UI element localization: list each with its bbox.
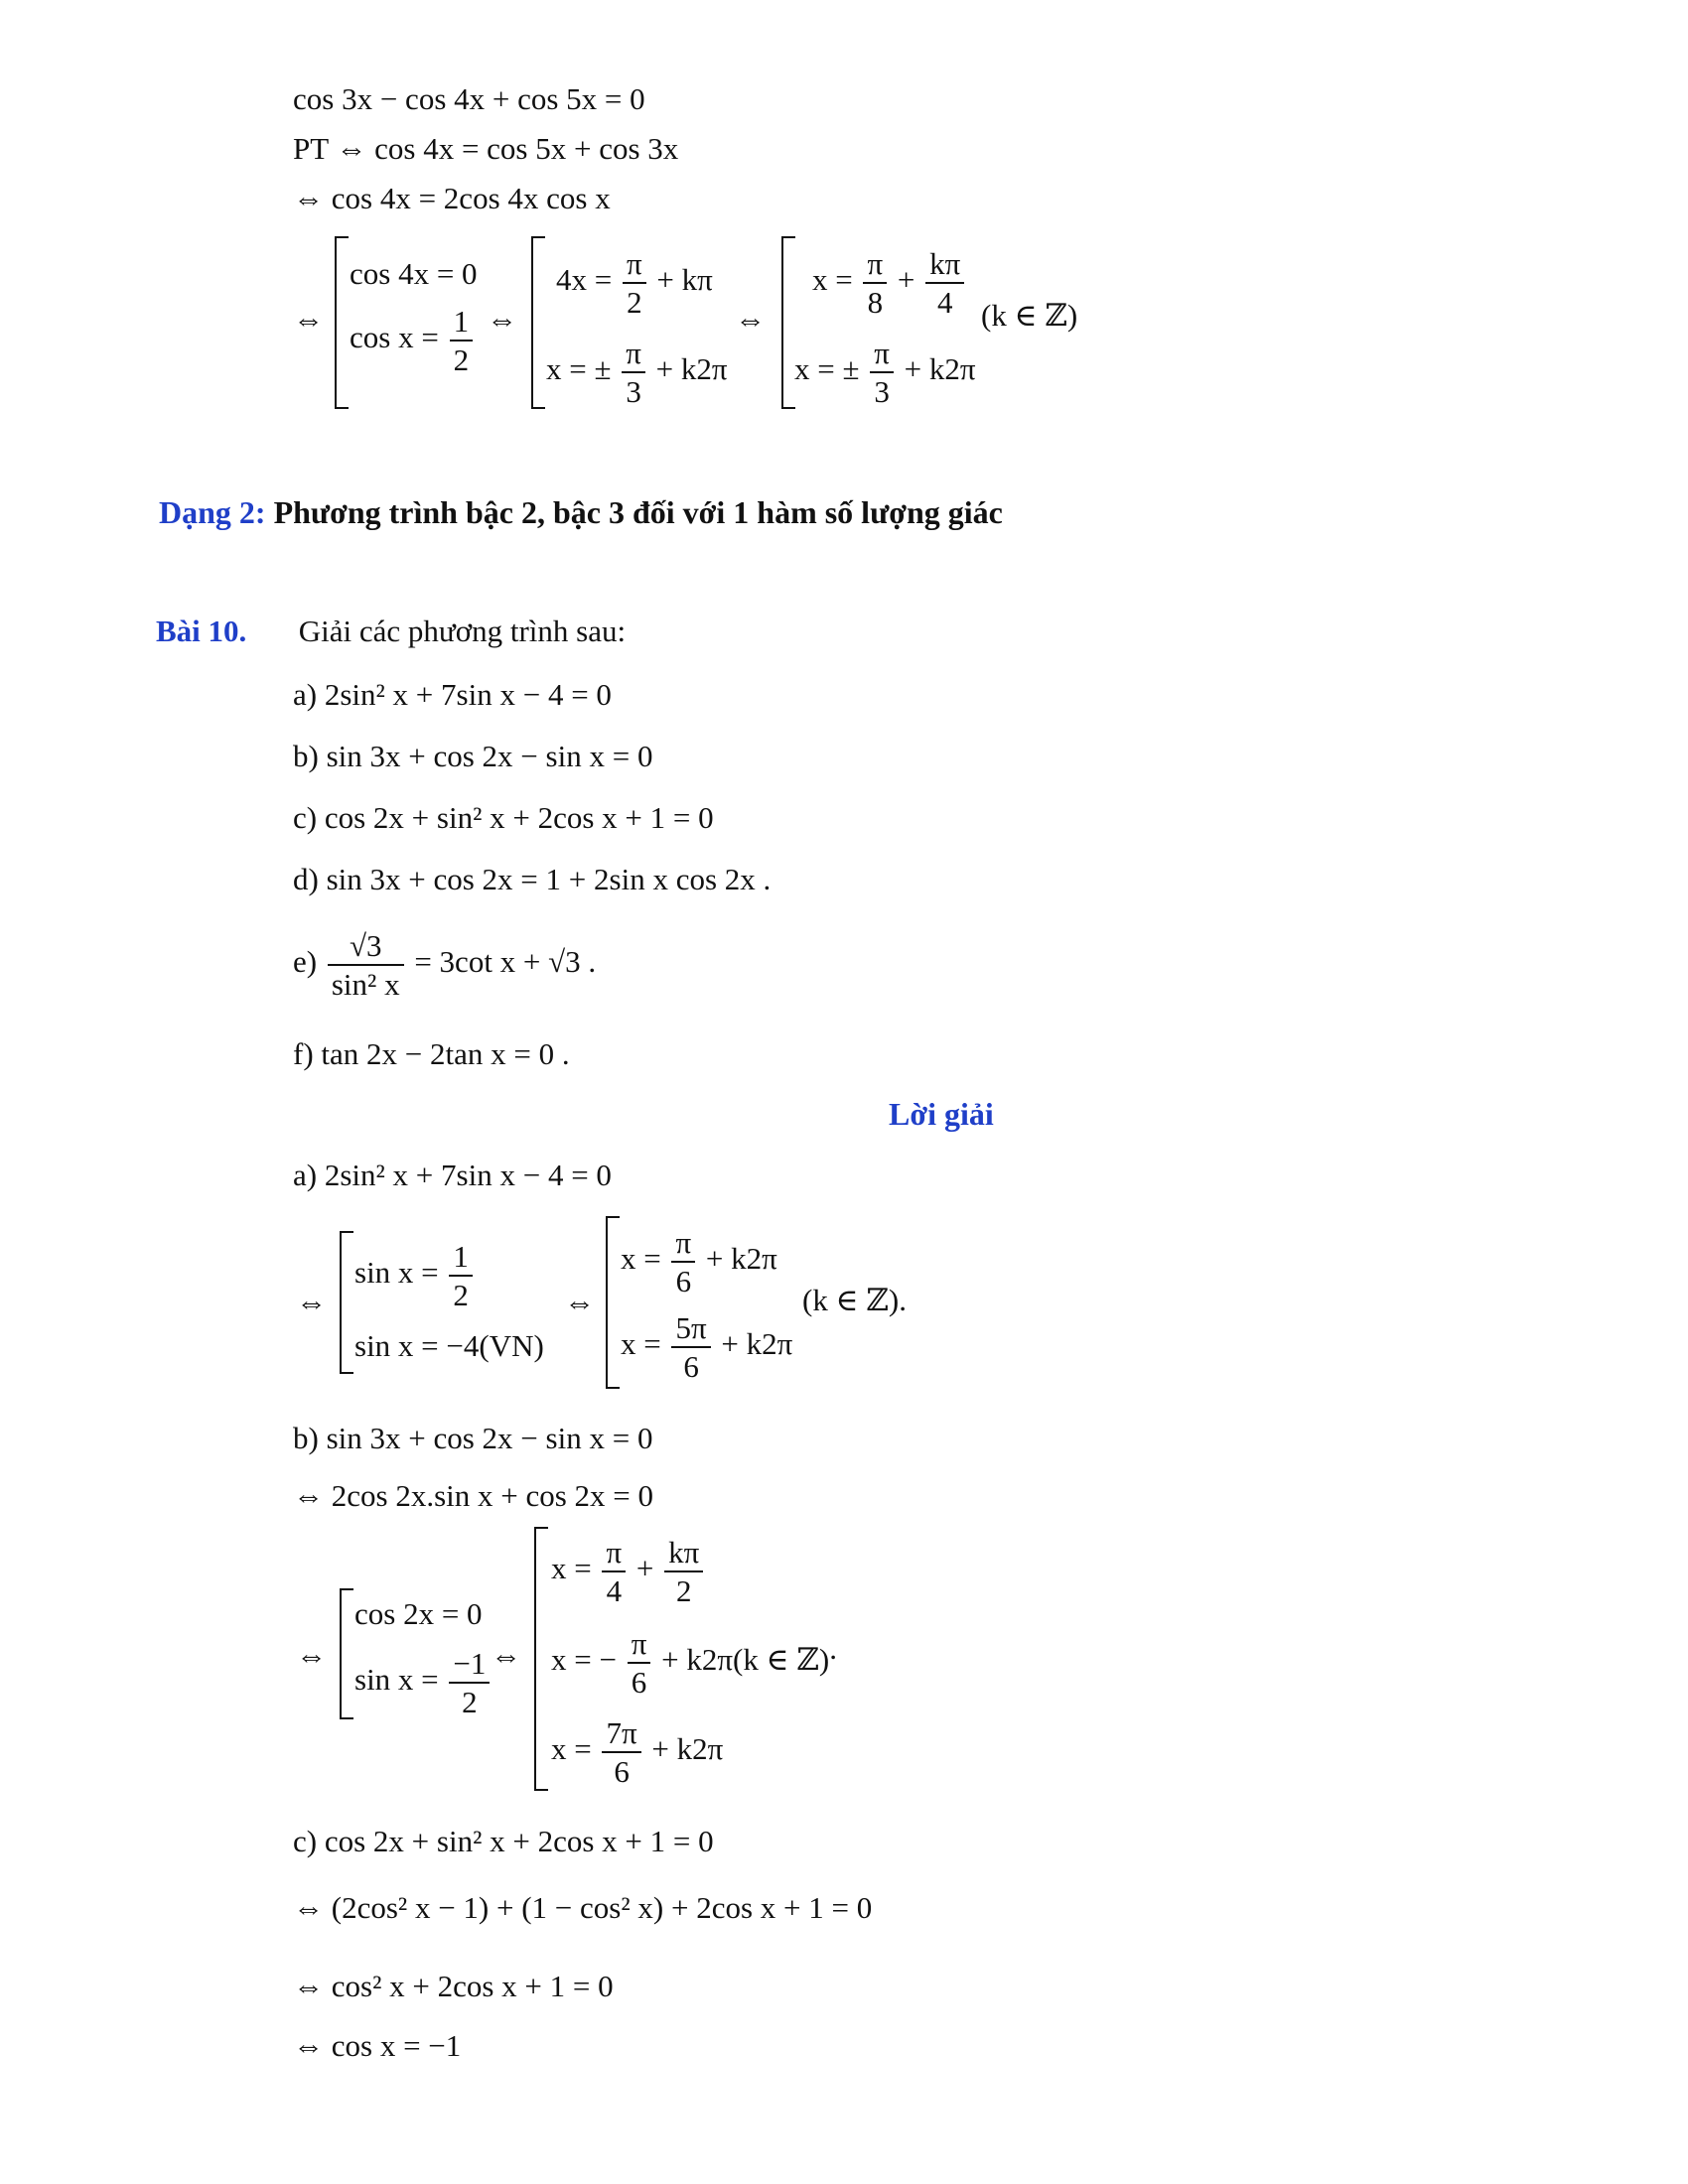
denominator: 6 bbox=[683, 1349, 699, 1384]
item-f: f) tan 2x − 2tan x = 0 . bbox=[293, 1036, 570, 1071]
denominator: 4 bbox=[936, 285, 953, 320]
bracket-a2 bbox=[606, 1216, 620, 1389]
sol-b-s2-rhs: + k2π(k ∈ ℤ) bbox=[661, 1642, 830, 1678]
b3-row1 bbox=[812, 248, 967, 318]
sol-a-s1-rhs: + k2π bbox=[705, 1241, 777, 1277]
section-heading bbox=[159, 496, 1003, 528]
fraction bbox=[449, 1241, 473, 1310]
numerator: π bbox=[622, 338, 645, 373]
bracket-a1 bbox=[340, 1231, 353, 1374]
solution-title: Lời giải bbox=[889, 1096, 994, 1132]
item-d: d) sin 3x + cos 2x = 1 + 2sin x cos 2x . bbox=[293, 862, 772, 896]
bracket-1 bbox=[335, 236, 349, 409]
sol-b-row2 bbox=[354, 1648, 492, 1717]
denominator: 2 bbox=[627, 285, 642, 320]
numerator: −1 bbox=[449, 1648, 490, 1684]
sol-b-s2-lhs: x = − bbox=[551, 1642, 617, 1678]
section-title: Phương trình bậc 2, bậc 3 đối với 1 hàm số lượng giác bbox=[273, 494, 1003, 530]
sol-a-row1-lhs: sin x = bbox=[354, 1255, 439, 1291]
b2-row1 bbox=[556, 248, 713, 318]
b2-row2 bbox=[546, 338, 728, 407]
sol-a-s1 bbox=[621, 1227, 777, 1297]
bracket-2 bbox=[531, 236, 545, 409]
item-e-label: e) bbox=[293, 944, 318, 980]
fraction bbox=[925, 248, 964, 318]
b3-row2-rhs: + k2π bbox=[904, 351, 976, 387]
numerator: 7π bbox=[602, 1717, 640, 1753]
fraction bbox=[622, 338, 645, 407]
section-label: Dạng 2: bbox=[159, 494, 266, 530]
fraction bbox=[863, 248, 887, 318]
numerator: π bbox=[870, 338, 894, 373]
eq-top-1: cos 3x − cos 4x + cos 5x = 0 bbox=[293, 81, 645, 116]
fraction bbox=[870, 338, 894, 407]
plus-sign: + bbox=[635, 1551, 654, 1586]
b2-row2-rhs: + k2π bbox=[655, 351, 728, 387]
b2-row2-lhs: x = ± bbox=[546, 351, 612, 387]
numerator: 1 bbox=[449, 1241, 473, 1277]
denominator: 2 bbox=[675, 1573, 692, 1608]
b2-row1-rhs: + kπ bbox=[656, 262, 713, 298]
sol-a-row2: sin x = −4(VN) bbox=[354, 1328, 544, 1363]
solution-c-step2: ⇔ cos² x + 2cos x + 1 = 0 bbox=[293, 1969, 614, 2003]
b3-row2-lhs: x = ± bbox=[794, 351, 860, 387]
sol-b-s3 bbox=[551, 1717, 723, 1787]
denominator: 6 bbox=[614, 1754, 630, 1789]
sol-b-s2 bbox=[551, 1628, 837, 1698]
fraction bbox=[664, 1537, 703, 1606]
bracket-b2 bbox=[534, 1527, 548, 1791]
sol-b-s2-dot: . bbox=[829, 1630, 837, 1666]
numerator: π bbox=[602, 1537, 626, 1572]
b2-row1-lhs: 4x = bbox=[556, 262, 613, 298]
item-e-rhs: = 3cot x + √3 . bbox=[414, 944, 597, 980]
sol-b-row1: cos 2x = 0 bbox=[354, 1596, 483, 1631]
denominator: 8 bbox=[867, 285, 884, 320]
k-domain: (k ∈ ℤ) bbox=[981, 298, 1078, 333]
denominator: sin² x bbox=[331, 967, 400, 1002]
item-b: b) sin 3x + cos 2x − sin x = 0 bbox=[293, 739, 653, 773]
denominator: 3 bbox=[626, 374, 641, 409]
numerator: 5π bbox=[671, 1312, 710, 1348]
b1-row2 bbox=[350, 306, 476, 375]
fraction bbox=[328, 930, 404, 1000]
denominator: 6 bbox=[631, 1665, 647, 1700]
item-c: c) cos 2x + sin² x + 2cos x + 1 = 0 bbox=[293, 800, 714, 835]
b1-row2-lhs: cos x = bbox=[350, 320, 439, 355]
numerator: kπ bbox=[925, 248, 964, 284]
numerator: π bbox=[628, 1628, 651, 1664]
sol-a-s2-lhs: x = bbox=[621, 1326, 661, 1362]
exercise-header bbox=[156, 615, 626, 646]
plus-sign: + bbox=[897, 262, 915, 298]
b3-row1-lhs: x = bbox=[812, 262, 853, 298]
solution-c-step1: ⇔ (2cos² x − 1) + (1 − cos² x) + 2cos x + 1 = 0 bbox=[293, 1890, 873, 1925]
equiv-arrow: ⇔ bbox=[735, 302, 766, 337]
numerator: √3 bbox=[328, 930, 404, 966]
fraction bbox=[449, 1648, 490, 1717]
denominator: 2 bbox=[453, 342, 470, 377]
fraction bbox=[623, 248, 646, 318]
equiv-arrow: ⇔ bbox=[491, 1638, 521, 1673]
sol-b-row2-lhs: sin x = bbox=[354, 1662, 439, 1698]
denominator: 3 bbox=[874, 374, 890, 409]
sol-a-domain: (k ∈ ℤ). bbox=[802, 1283, 907, 1317]
sol-a-s2 bbox=[621, 1312, 792, 1382]
sol-a-s1-lhs: x = bbox=[621, 1241, 661, 1277]
b3-row2 bbox=[794, 338, 976, 407]
equiv-arrow: ⇔ bbox=[487, 302, 517, 337]
fraction bbox=[671, 1312, 710, 1382]
numerator: 1 bbox=[450, 306, 474, 341]
fraction bbox=[450, 306, 474, 375]
eq-top-2: PT ⇔ cos 4x = cos 5x + cos 3x bbox=[293, 131, 679, 166]
denominator: 4 bbox=[606, 1573, 623, 1608]
numerator: π bbox=[623, 248, 646, 284]
fraction bbox=[671, 1227, 695, 1297]
denominator: 6 bbox=[675, 1264, 692, 1298]
item-a: a) 2sin² x + 7sin x − 4 = 0 bbox=[293, 677, 612, 712]
sol-a-s2-rhs: + k2π bbox=[721, 1326, 793, 1362]
numerator: π bbox=[863, 248, 887, 284]
fraction bbox=[628, 1628, 651, 1698]
denominator: 2 bbox=[462, 1685, 478, 1719]
solution-c-head: c) cos 2x + sin² x + 2cos x + 1 = 0 bbox=[293, 1824, 714, 1858]
sol-b-s1-lhs: x = bbox=[551, 1551, 592, 1586]
exercise-prompt: Giải các phương trình sau: bbox=[298, 614, 627, 648]
solution-b-step1: ⇔ 2cos 2x.sin x + cos 2x = 0 bbox=[293, 1478, 654, 1513]
numerator: π bbox=[671, 1227, 695, 1263]
bracket-3 bbox=[781, 236, 795, 409]
equiv-arrow: ⇔ bbox=[296, 1638, 327, 1673]
fraction bbox=[602, 1717, 640, 1787]
denominator: 2 bbox=[453, 1278, 469, 1312]
solution-a-head: a) 2sin² x + 7sin x − 4 = 0 bbox=[293, 1158, 612, 1192]
equiv-arrow: ⇔ bbox=[564, 1285, 595, 1319]
bracket-b1 bbox=[340, 1588, 353, 1719]
sol-b-s3-lhs: x = bbox=[551, 1731, 592, 1767]
equiv-arrow: ⇔ bbox=[296, 1285, 327, 1319]
sol-b-s1 bbox=[551, 1537, 706, 1606]
eq-top-3: ⇔ cos 4x = 2cos 4x cos x bbox=[293, 181, 611, 215]
item-e bbox=[293, 930, 596, 1000]
fraction bbox=[602, 1537, 626, 1606]
sol-a-row1 bbox=[354, 1241, 476, 1310]
equiv-arrow: ⇔ bbox=[293, 302, 324, 337]
numerator: kπ bbox=[664, 1537, 703, 1572]
b1-row1: cos 4x = 0 bbox=[350, 256, 478, 291]
solution-c-step3: ⇔ cos x = −1 bbox=[293, 2028, 462, 2063]
solution-b-head: b) sin 3x + cos 2x − sin x = 0 bbox=[293, 1421, 653, 1455]
exercise-label: Bài 10. bbox=[156, 614, 247, 648]
sol-b-s3-rhs: + k2π bbox=[651, 1731, 724, 1767]
